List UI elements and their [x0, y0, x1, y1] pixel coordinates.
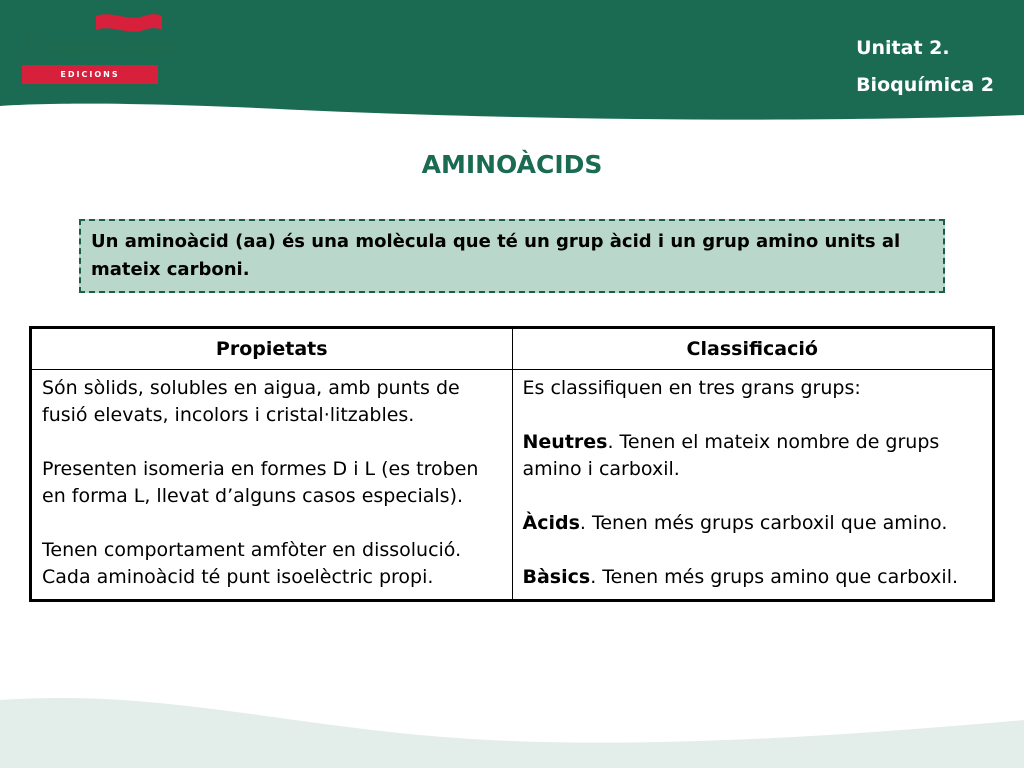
publisher-logo: [22, 10, 178, 79]
column-header-properties: Propietats: [31, 328, 513, 370]
group-name: Neutres: [522, 431, 608, 453]
classification-cell: [512, 370, 994, 601]
property-item: Són sòlids, solubles en aigua, amb punts de fusió elevats, incolors i cristal·litzables.: [42, 377, 460, 426]
definition-box: Un aminoàcid (aa) és una molècula que té un grup àcid i un grup amino units al mateix carboni.: [79, 219, 945, 293]
group-name: Àcids: [522, 512, 580, 534]
property-item: Presenten isomeria en formes D i L (es troben en forma L, llevat d’alguns casos especials).: [42, 458, 479, 507]
table-header-row: [31, 328, 994, 370]
unit-heading: [856, 30, 994, 104]
group-name: Bàsics: [522, 566, 591, 588]
group-description: . Tenen el mateix nombre de grups amino i carboxil.: [522, 431, 940, 480]
classification-group: [523, 564, 983, 591]
table-row: [31, 370, 994, 601]
properties-table: [29, 326, 995, 602]
classification-intro: Es classifiquen en tres grans grups:: [522, 377, 861, 399]
classification-group: [523, 429, 983, 483]
unit-label: Unitat 2.: [856, 37, 950, 59]
logo-name: Castellnou: [22, 32, 178, 63]
property-item: Tenen comportament amfòter en dissolució. Cada aminoàcid té punt isoelèctric propi.: [42, 539, 462, 588]
footer-wave: [0, 698, 1024, 768]
column-header-classification: Classificació: [512, 328, 994, 370]
logo-subtitle: EDICIONS: [22, 65, 158, 84]
group-description: . Tenen més grups amino que carboxil.: [590, 566, 959, 588]
subject-label: Bioquímica 2: [856, 74, 994, 96]
classification-group: [523, 510, 983, 537]
group-description: . Tenen més grups carboxil que amino.: [579, 512, 948, 534]
page-title: AMINOÀCIDS: [421, 150, 603, 179]
properties-cell: [31, 370, 513, 601]
